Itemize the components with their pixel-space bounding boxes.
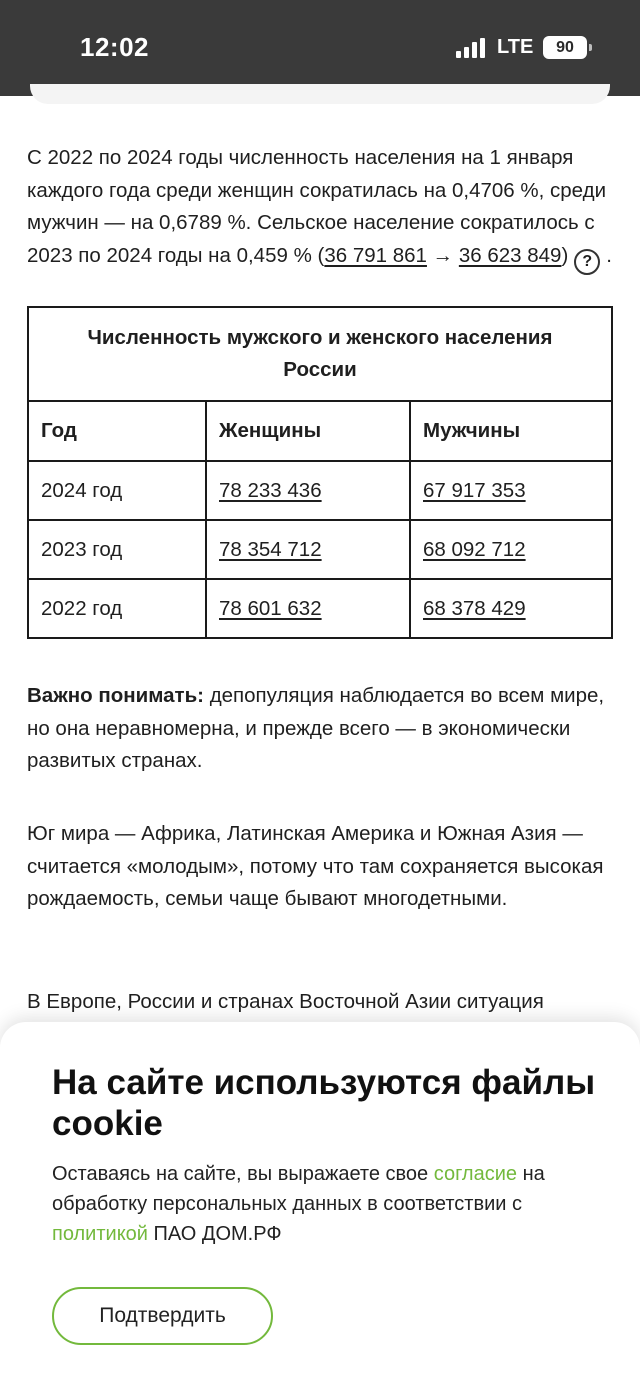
cookie-banner xyxy=(0,1022,640,1388)
status-bar xyxy=(0,0,640,96)
consent-link[interactable]: согласие xyxy=(433,1163,518,1185)
status-time: 12:02 xyxy=(80,32,149,62)
network-label: LTE xyxy=(497,36,534,58)
men-count-link[interactable]: 68 092 712 xyxy=(423,537,526,561)
cookie-title: На сайте используются файлы cookie xyxy=(52,1063,596,1143)
intro-text: С 2022 по 2024 годы численность населения на 1 января каждого года среди женщин сократилась на 0,4706 %, среди мужчин — на 0,6789 %. Сельское население сократилось с 2023 по 2024 годы на 0,459 % ( xyxy=(27,146,607,267)
signal-icon xyxy=(456,36,488,58)
global-south-paragraph: Юг мира — Африка, Латинская Америка и Южная Азия — считается «молодым», потому что там сохраняется высокая рождаемость, семьи чаще бывают многодетными. xyxy=(27,822,604,910)
battery-icon: 90 xyxy=(543,36,587,59)
row-year: 2022 год xyxy=(28,579,206,638)
previous-card-edge xyxy=(30,84,610,104)
intro-paragraph xyxy=(27,142,617,275)
end-period: . xyxy=(606,243,612,267)
policy-link[interactable]: политикой xyxy=(52,1223,148,1245)
help-icon[interactable]: ? xyxy=(574,249,600,275)
cookie-text-after: ПАО ДОМ.РФ xyxy=(147,1223,282,1245)
confirm-button[interactable]: Подтвердить xyxy=(52,1287,273,1345)
header-year: Год xyxy=(28,401,206,461)
row-year: 2024 год xyxy=(28,461,206,520)
table-row xyxy=(28,579,612,638)
cookie-text-middle: на обработку персональных данных в соответствии с xyxy=(52,1163,545,1215)
men-count-link[interactable]: 68 378 429 xyxy=(423,596,526,620)
header-women: Женщины xyxy=(206,401,410,461)
cookie-text xyxy=(52,1159,612,1249)
close-paren: ) xyxy=(561,243,569,267)
table-header-row xyxy=(28,401,612,461)
row-year: 2023 год xyxy=(28,520,206,579)
women-count-link[interactable]: 78 601 632 xyxy=(219,596,322,620)
table-caption: Численность мужского и женского населения России xyxy=(27,306,613,400)
men-count-link[interactable]: 67 917 353 xyxy=(423,478,526,502)
europe-paragraph: В Европе, России и странах Восточной Азии ситуация xyxy=(27,990,544,1013)
important-note xyxy=(27,680,617,778)
important-text: депопуляция наблюдается во всем мире, но она неравномерна, и прежде всего — в экономически развитых странах. xyxy=(27,684,605,772)
header-men: Мужчины xyxy=(410,401,612,461)
cookie-text-before: Оставаясь на сайте, вы выражаете свое xyxy=(52,1163,434,1185)
population-table xyxy=(27,306,613,639)
table-row xyxy=(28,520,612,579)
important-label: Важно понимать: xyxy=(27,684,204,707)
rural-population-2023-link[interactable]: 36 791 861 xyxy=(324,243,427,267)
rural-population-2024-link[interactable]: 36 623 849 xyxy=(458,243,562,267)
women-count-link[interactable]: 78 233 436 xyxy=(219,478,322,502)
arrow-text: → xyxy=(426,243,459,267)
women-count-link[interactable]: 78 354 712 xyxy=(219,537,322,561)
table-row xyxy=(28,461,612,520)
